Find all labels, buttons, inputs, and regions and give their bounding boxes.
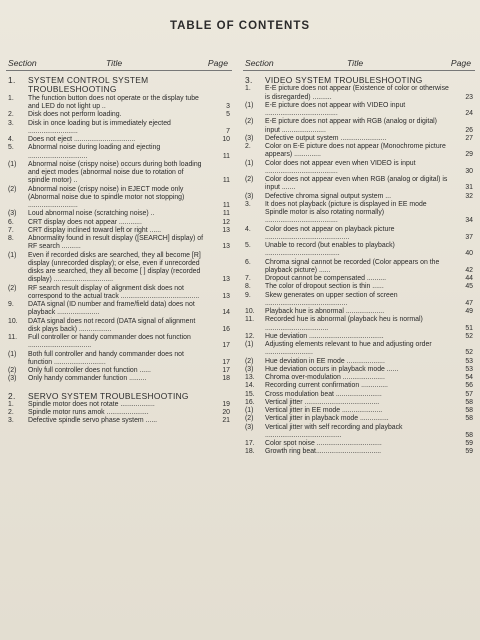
toc-entry <box>6 227 232 235</box>
entry-number: (1) <box>245 341 254 349</box>
toc-entry <box>243 374 475 382</box>
entry-page: 58 <box>465 415 473 423</box>
entry-title: Abnormality found in result display ([SEARCH] display) of RF search .......... <box>28 235 204 251</box>
entry-number: 14. <box>245 382 255 390</box>
entry-page: 27 <box>465 134 473 142</box>
entry-page: 32 <box>465 192 473 200</box>
entry-title: Vertical jitter with self recording and playback ........................................ <box>265 423 403 439</box>
entry-page: 57 <box>465 390 473 398</box>
entry-page: 51 <box>465 324 473 332</box>
toc-entry <box>243 143 475 160</box>
toc-entry <box>6 367 232 375</box>
entry-title: Vertical jitter in EE mode ..................... <box>265 407 383 415</box>
entry-title: VIDEO SYSTEM TROUBLESHOOTING <box>265 75 423 85</box>
toc-entry <box>243 358 475 366</box>
section-header: Section <box>8 58 37 68</box>
toc-entry <box>6 210 232 218</box>
entry-title: Does not eject ................................ <box>28 136 136 144</box>
entry-number: 8. <box>8 235 14 243</box>
toc-entry <box>243 382 475 390</box>
entry-title: Abnormal noise during loading and ejecting ............................... <box>28 144 161 160</box>
entry-title: Dropout cannot be compensated .......... <box>265 275 387 283</box>
entry-number: 2. <box>8 409 14 417</box>
entry-number: 11. <box>245 316 255 324</box>
toc-entry <box>243 160 475 177</box>
entry-number: 12. <box>245 332 255 340</box>
entry-page: 23 <box>465 93 473 101</box>
toc-entry <box>6 161 232 186</box>
entry-title: It does not playback (picture is displayed in EE mode Spindle motor is also rotating normally) ...................................... <box>265 200 427 225</box>
entry-title: CRT display does not appear ............ <box>28 218 142 226</box>
entry-page: 58 <box>465 431 473 439</box>
toc-entry <box>6 409 232 417</box>
entry-title: E-E picture does not appear with VIDEO input ...................................... <box>265 101 406 118</box>
entry-number: (3) <box>245 365 254 373</box>
entry-page: 40 <box>465 250 473 258</box>
entry-page: 59 <box>465 448 473 456</box>
entry-number: (2) <box>245 118 254 126</box>
entry-page: 56 <box>465 382 473 390</box>
toc-entry <box>6 186 232 211</box>
entry-number: 5. <box>245 242 251 250</box>
toc-entry <box>6 235 232 252</box>
entry-page: 11 <box>222 210 230 218</box>
entry-title: Color on E-E picture does not appear (Monochrome picture appears) .............. <box>265 143 446 159</box>
column-header <box>243 54 475 71</box>
toc-entry <box>6 252 232 285</box>
entry-page: 13 <box>222 276 230 284</box>
toc-entry-list <box>6 76 232 426</box>
entry-title: Defective output system ........................ <box>265 134 387 142</box>
entry-title: Both full controller and handy commander does not function ........................... <box>28 350 184 366</box>
toc-entry <box>6 351 232 368</box>
entry-title: SERVO SYSTEM TROUBLESHOOTING <box>28 390 189 401</box>
entry-number: 16. <box>245 398 255 406</box>
entry-title: Color does not appear even when VIDEO is input ...................................... <box>265 159 416 175</box>
toc-entry <box>243 407 475 415</box>
toc-entry <box>6 136 232 144</box>
toc-entry <box>243 259 475 276</box>
entry-title: Hue deviation occurs in playback mode ...... <box>265 365 399 373</box>
toc-entry <box>243 85 475 102</box>
entry-number: 5. <box>8 144 14 152</box>
entry-page: 54 <box>465 374 473 382</box>
entry-number: 10. <box>245 308 255 316</box>
toc-entry <box>243 283 475 291</box>
toc-entry <box>6 120 232 137</box>
entry-number: (1) <box>8 251 17 259</box>
entry-page: 17 <box>222 367 230 375</box>
entry-title: Abnormal noise (crispy noise) occurs during both loading and eject modes (abnormal noise due to rotation of spindle motor) .. <box>28 160 202 185</box>
entry-page: 14 <box>222 309 230 317</box>
toc-entry <box>243 399 475 407</box>
entry-number: 4. <box>245 225 251 233</box>
entry-page: 21 <box>222 417 230 425</box>
entry-page: 17 <box>222 342 230 350</box>
entry-title: RF search result display of alignment disk does not correspond to the actual track ......................................... <box>28 284 200 300</box>
entry-page: 34 <box>465 217 473 225</box>
entry-number: (1) <box>8 350 17 358</box>
toc-column-left <box>6 54 232 426</box>
entry-number: (3) <box>245 192 254 200</box>
entry-number: 3. <box>8 119 14 127</box>
entry-page: 5 <box>226 111 230 119</box>
entry-title: Vertical jitter in playback mode ............... <box>265 415 389 423</box>
entry-page: 11 <box>222 202 230 210</box>
title-header: Title <box>347 58 364 68</box>
entry-page: 58 <box>465 407 473 415</box>
entry-page: 13 <box>222 226 230 234</box>
toc-entry <box>243 102 475 119</box>
entry-number: 2. <box>245 143 251 151</box>
entry-page: 13 <box>222 243 230 251</box>
entry-number: 13. <box>245 374 255 382</box>
entry-number: 4. <box>8 136 14 144</box>
entry-number: (3) <box>245 134 254 142</box>
toc-entry-list <box>243 76 475 457</box>
toc-entry <box>243 135 475 143</box>
section-header: Section <box>245 58 274 68</box>
toc-entry <box>243 448 475 456</box>
entry-title: Loud abnormal noise (scratching noise) .. <box>28 210 155 218</box>
title-header: Title <box>106 58 123 68</box>
toc-entry <box>243 292 475 309</box>
entry-number: 6. <box>8 218 14 226</box>
entry-title: Disk in once loading but is immediately ejected .......................... <box>28 119 171 135</box>
entry-title: Skew generates on upper section of screen ........................................... <box>265 291 398 307</box>
entry-number: 11. <box>8 334 18 342</box>
toc-entry <box>243 424 475 441</box>
entry-title: CRT display inclined toward left or right ...... <box>28 226 162 234</box>
entry-title: DATA signal does not record (DATA signal of alignment disk plays back) ................. <box>28 317 196 333</box>
entry-number: (2) <box>245 415 254 423</box>
entry-number: 7. <box>8 226 14 234</box>
entry-number: 10. <box>8 317 18 325</box>
page-header: Page <box>207 58 228 68</box>
entry-page: 58 <box>465 398 473 406</box>
toc-entry <box>6 318 232 335</box>
entry-number: 8. <box>245 283 251 291</box>
entry-title: Unable to record (but enables to playback) ....................................... <box>265 242 395 258</box>
toc-entry <box>243 118 475 135</box>
entry-title: Cross modulation beat ........................ <box>265 390 382 398</box>
toc-entry <box>243 316 475 333</box>
entry-page: 44 <box>465 275 473 283</box>
entry-page: 19 <box>222 400 230 408</box>
entry-page: 17 <box>222 358 230 366</box>
toc-entry <box>243 308 475 316</box>
entry-title: Vertical jitter ....................................... <box>265 398 380 406</box>
toc-entry <box>243 391 475 399</box>
toc-entry <box>243 275 475 283</box>
entry-number: 3. <box>8 417 14 425</box>
entry-number: 1. <box>8 75 16 85</box>
entry-title: Growth ring beat.................................. <box>265 448 382 456</box>
toc-entry <box>6 375 232 383</box>
toc-entry <box>243 415 475 423</box>
entry-title: Defective spindle servo phase system ...... <box>28 417 158 425</box>
entry-page: 52 <box>465 332 473 340</box>
entry-page: 11 <box>222 177 230 185</box>
entry-title: Spindle motor runs amok ...................... <box>28 409 149 417</box>
entry-title: Color does not appear even when RGB (analog or digital) is input ....... <box>265 176 448 192</box>
entry-title: DATA signal (ID number and frame/field data) does not playback ...................... <box>28 301 195 317</box>
column-header <box>6 54 232 71</box>
entry-title: Hue deviation in EE mode .................... <box>265 357 385 365</box>
entry-title: Even if recorded disks are searched, they all become [R] display (unrecorded display); or else, even if unrecorded disks are searched, they all become [ ] display (recorded display) ............................... <box>28 251 201 284</box>
entry-title: Chroma over-modulation ...................... <box>265 374 385 382</box>
toc-section-heading <box>6 76 232 95</box>
entry-title: Only handy commander function ......... <box>28 375 147 383</box>
entry-page: 53 <box>465 357 473 365</box>
toc-entry <box>6 111 232 119</box>
entry-page: 42 <box>465 266 473 274</box>
entry-number: (1) <box>8 160 17 168</box>
toc-entry <box>6 301 232 318</box>
toc-entry <box>6 285 232 302</box>
entry-number: 2. <box>8 111 14 119</box>
entry-page: 45 <box>465 283 473 291</box>
toc-entry <box>243 193 475 201</box>
entry-page: 3 <box>226 103 230 111</box>
entry-number: 3. <box>245 200 251 208</box>
entry-title: Hue deviation ....................................... <box>265 332 384 340</box>
toc-entry <box>6 401 232 409</box>
entry-page: 18 <box>222 375 230 383</box>
toc-section-heading <box>6 392 232 401</box>
entry-page: 10 <box>222 136 230 144</box>
entry-title: Abnormal noise (crispy noise) in EJECT mode only (Abnormal noise due to spindle motor not stopping) .......................... <box>28 185 185 210</box>
entry-page: 59 <box>465 440 473 448</box>
entry-title: The color of dropout section is thin ...... <box>265 283 384 291</box>
entry-number: (1) <box>245 159 254 167</box>
entry-page: 11 <box>222 152 230 160</box>
entry-number: 15. <box>245 390 255 398</box>
entry-page: 20 <box>222 409 230 417</box>
toc-entry <box>243 440 475 448</box>
entry-number: (3) <box>8 210 17 218</box>
entry-number: 7. <box>245 275 251 283</box>
entry-number: 3. <box>245 75 253 85</box>
entry-page: 16 <box>222 325 230 333</box>
entry-number: 18. <box>245 448 255 456</box>
entry-title: Recording current confirmation .............. <box>265 382 388 390</box>
entry-page: 37 <box>465 233 473 241</box>
toc-column-right <box>243 54 475 457</box>
entry-number: (2) <box>8 367 17 375</box>
entry-number: (2) <box>245 357 254 365</box>
entry-title: Adjusting elements relevant to hue and adjusting order ......................... <box>265 341 432 357</box>
entry-number: (2) <box>8 284 17 292</box>
entry-page: 53 <box>465 365 473 373</box>
toc-entry <box>6 334 232 351</box>
toc-entry <box>243 341 475 358</box>
entry-number: 6. <box>245 258 251 266</box>
toc-entry <box>243 226 475 243</box>
entry-page: 26 <box>465 126 473 134</box>
entry-title: Disk does not perform loading. <box>28 111 122 119</box>
toc-entry <box>6 219 232 227</box>
entry-title: Defective chroma signal output system ... <box>265 192 391 200</box>
entry-page: 7 <box>226 127 230 135</box>
toc-entry <box>243 242 475 259</box>
toc-entry <box>6 417 232 425</box>
entry-page: 13 <box>222 292 230 300</box>
entry-number: 9. <box>245 291 251 299</box>
toc-entry <box>243 201 475 226</box>
entry-page: 12 <box>222 218 230 226</box>
toc-entry <box>6 95 232 112</box>
entry-title: E-E picture does not appear (Existence of color or otherwise is disregarded) .......... <box>265 85 449 101</box>
entry-title: Playback hue is abnormal .................... <box>265 308 385 316</box>
entry-page: 47 <box>465 299 473 307</box>
toc-entry <box>6 144 232 161</box>
section-spacer <box>6 384 232 390</box>
entry-page: 24 <box>465 110 473 118</box>
entry-title: Full controller or handy commander does not function ................................. <box>28 334 191 350</box>
entry-number: (1) <box>245 407 254 415</box>
entry-number: 1. <box>8 400 14 408</box>
entry-number: 1. <box>8 94 14 102</box>
entry-number: (3) <box>245 423 254 431</box>
entry-number: (2) <box>8 185 17 193</box>
entry-title: The function button does not operate or the display tube and LED do not light up .. <box>28 94 199 111</box>
entry-title: E-E picture does not appear with RGB (analog or digital) input ....................... <box>265 118 437 134</box>
entry-title: Color does not appear on playback picture ............................................ <box>265 225 395 241</box>
entry-number: 2. <box>8 390 16 401</box>
toc-entry <box>243 366 475 374</box>
page-title: TABLE OF CONTENTS <box>169 20 311 32</box>
entry-title: Chroma signal cannot be recorded (Color appears on the playback picture) ...... <box>265 258 440 274</box>
entry-number: (3) <box>8 375 17 383</box>
entry-number: (1) <box>245 101 254 109</box>
toc-section-heading <box>243 76 475 85</box>
entry-title: Color spot noise .................................. <box>265 440 382 448</box>
entry-page: 29 <box>465 151 473 159</box>
entry-page: 49 <box>465 308 473 316</box>
page-header: Page <box>450 58 471 68</box>
entry-number: 9. <box>8 301 14 309</box>
toc-entry <box>243 333 475 341</box>
entry-title: Spindle motor does not rotate .................. <box>28 400 155 408</box>
entry-title: Recorded hue is abnormal (playback heu is normal) ................................. <box>265 316 423 332</box>
toc-entry <box>243 176 475 193</box>
entry-page: 52 <box>465 349 473 357</box>
entry-title: Only full controller does not function ...... <box>28 367 151 375</box>
entry-page: 31 <box>465 184 473 192</box>
entry-title: SYSTEM CONTROL SYSTEM TROUBLESHOOTING <box>28 75 149 95</box>
entry-number: (2) <box>245 176 254 184</box>
entry-page: 30 <box>465 167 473 175</box>
entry-number: 1. <box>245 85 251 93</box>
entry-number: 17. <box>245 440 255 448</box>
